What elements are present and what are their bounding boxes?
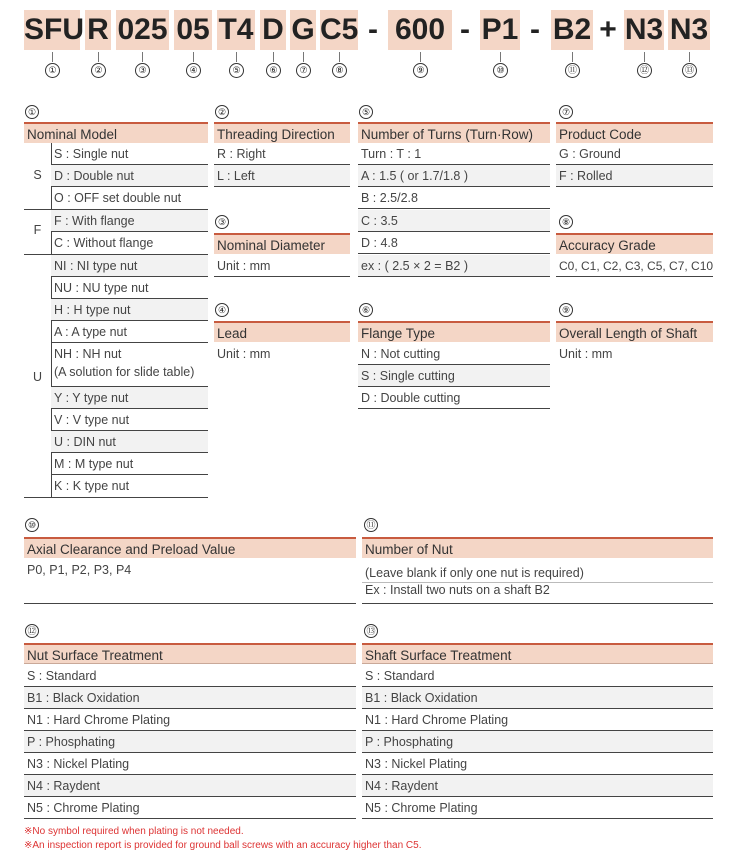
list-item: N5 : Chrome Plating	[24, 797, 356, 819]
list-item: S : Standard	[24, 665, 356, 687]
section-number: ⑨	[559, 303, 573, 317]
footnote: ※No symbol required when plating is not needed.	[24, 826, 244, 837]
list-item: D : Double cutting	[358, 387, 550, 409]
section-title: Threading Direction	[214, 122, 350, 143]
section-number: ⑪	[364, 518, 378, 532]
code-separator: -	[368, 13, 378, 46]
group-code: S	[33, 168, 42, 182]
list-item: F : With flange	[51, 210, 208, 232]
note-line: Ex : Install two nuts on a shaft B2	[365, 583, 550, 597]
code-part: N3	[624, 10, 664, 50]
list-item: (A solution for slide table)	[51, 363, 208, 387]
list-item: S : Standard	[362, 665, 713, 687]
section-title: Product Code	[556, 122, 713, 143]
list-item: C0, C1, C2, C3, C5, C7, C10	[556, 255, 713, 277]
section-number: ⑥	[359, 303, 373, 317]
list-item: A : A type nut	[51, 321, 208, 343]
list-item: P : Phosphating	[24, 731, 356, 753]
list-item: Unit : mm	[559, 347, 613, 361]
code-part: B2	[551, 10, 593, 50]
code-number: ②	[91, 63, 106, 78]
list-item: O : OFF set double nut	[54, 191, 182, 205]
list-item: K : K type nut	[54, 479, 130, 493]
list-item: N5 : Chrome Plating	[362, 797, 713, 819]
code-number: ⑪	[565, 63, 580, 78]
code-part: D	[260, 10, 286, 50]
list-item: Unit : mm	[214, 255, 350, 277]
code-part: 05	[174, 10, 212, 50]
code-part: C5	[320, 10, 358, 50]
code-number: ⑩	[493, 63, 508, 78]
section-title: Axial Clearance and Preload Value	[24, 537, 356, 558]
code-part: G	[290, 10, 316, 50]
section-title: Accuracy Grade	[556, 233, 713, 254]
section-number: ⑩	[25, 518, 39, 532]
list-item: B1 : Black Oxidation	[24, 687, 356, 709]
code-part: SFU	[24, 10, 80, 50]
section-number: ⑦	[559, 105, 573, 119]
list-item: ex : ( 2.5 × 2 = B2 )	[358, 255, 550, 277]
list-item: U : DIN nut	[51, 431, 208, 453]
list-item: M : M type nut	[51, 453, 208, 475]
list-item: G : Ground	[556, 143, 713, 165]
code-number: ⑧	[332, 63, 347, 78]
list-item: P : Phosphating	[362, 731, 713, 753]
list-item: D : 4.8	[358, 232, 550, 254]
list-item: C : Without flange	[54, 236, 154, 250]
code-number: ④	[186, 63, 201, 78]
list-item: S : Single nut	[51, 143, 208, 165]
list-item: P0, P1, P2, P3, P4	[27, 563, 132, 577]
code-part: 600	[388, 10, 452, 50]
section-title: Nut Surface Treatment	[24, 643, 356, 664]
code-number: ⑥	[266, 63, 281, 78]
list-item: B1 : Black Oxidation	[362, 687, 713, 709]
code-number: ⑤	[229, 63, 244, 78]
section-number: ①	[25, 105, 39, 119]
section-number: ④	[215, 303, 229, 317]
list-item: N3 : Nickel Plating	[24, 753, 356, 775]
code-part: T4	[217, 10, 255, 50]
section-number: ⑧	[559, 215, 573, 229]
section-number: ⑫	[25, 624, 39, 638]
list-item: NH : NH nut	[54, 347, 122, 361]
list-item: N1 : Hard Chrome Plating	[362, 709, 713, 731]
section-title: Shaft Surface Treatment	[362, 643, 713, 664]
list-item: F : Rolled	[556, 165, 713, 187]
list-item: Turn : T : 1	[358, 143, 550, 165]
section-title: Nominal Diameter	[214, 233, 350, 254]
list-item: A : 1.5 ( or 1.7/1.8 )	[358, 165, 550, 187]
list-item: B : 2.5/2.8	[358, 187, 550, 209]
code-number: ⑨	[413, 63, 428, 78]
list-item: L : Left	[214, 165, 350, 187]
code-number: ⑦	[296, 63, 311, 78]
code-number: ③	[135, 63, 150, 78]
code-number: ⑫	[637, 63, 652, 78]
list-item: Unit : mm	[217, 347, 271, 361]
section-title: Number of Turns (Turn·Row)	[358, 122, 550, 143]
list-item: D : Double nut	[51, 165, 208, 187]
code-separator: -	[530, 13, 540, 46]
group-code: U	[32, 370, 43, 384]
section-number: ③	[215, 215, 229, 229]
group-code: F	[33, 223, 42, 237]
section-title: Lead	[214, 321, 350, 342]
code-part: N3	[668, 10, 710, 50]
code-part: 025	[116, 10, 169, 50]
section-title: Overall Length of Shaft	[556, 321, 713, 342]
list-item: V : V type nut	[51, 409, 208, 431]
list-item: C : 3.5	[358, 210, 550, 232]
note-line: (Leave blank if only one nut is required)	[365, 566, 584, 580]
code-part: P1	[480, 10, 520, 50]
list-item: N3 : Nickel Plating	[362, 753, 713, 775]
list-item: NI : NI type nut	[51, 255, 208, 277]
section-title: Number of Nut	[362, 537, 713, 558]
list-item: N4 : Raydent	[362, 775, 713, 797]
list-item: N4 : Raydent	[24, 775, 356, 797]
list-item: H : H type nut	[51, 299, 208, 321]
code-separator: -	[460, 13, 470, 46]
footnote: ※An inspection report is provided for ground ball screws with an accuracy higher than C5.	[24, 840, 422, 851]
list-item: N1 : Hard Chrome Plating	[24, 709, 356, 731]
list-item: S : Single cutting	[358, 365, 550, 387]
code-number: ⑬	[682, 63, 697, 78]
section-title: Nominal Model	[24, 122, 208, 143]
list-item: R : Right	[214, 143, 350, 165]
list-item: Y : Y type nut	[51, 387, 208, 409]
section-number: ⑬	[364, 624, 378, 638]
code-number: ①	[45, 63, 60, 78]
code-part: R	[85, 10, 111, 50]
list-item: N : Not cutting	[358, 343, 550, 365]
section-number: ⑤	[359, 105, 373, 119]
list-item: NU : NU type nut	[51, 277, 208, 299]
section-number: ②	[215, 105, 229, 119]
section-title: Flange Type	[358, 321, 550, 342]
code-separator: +	[599, 13, 617, 46]
